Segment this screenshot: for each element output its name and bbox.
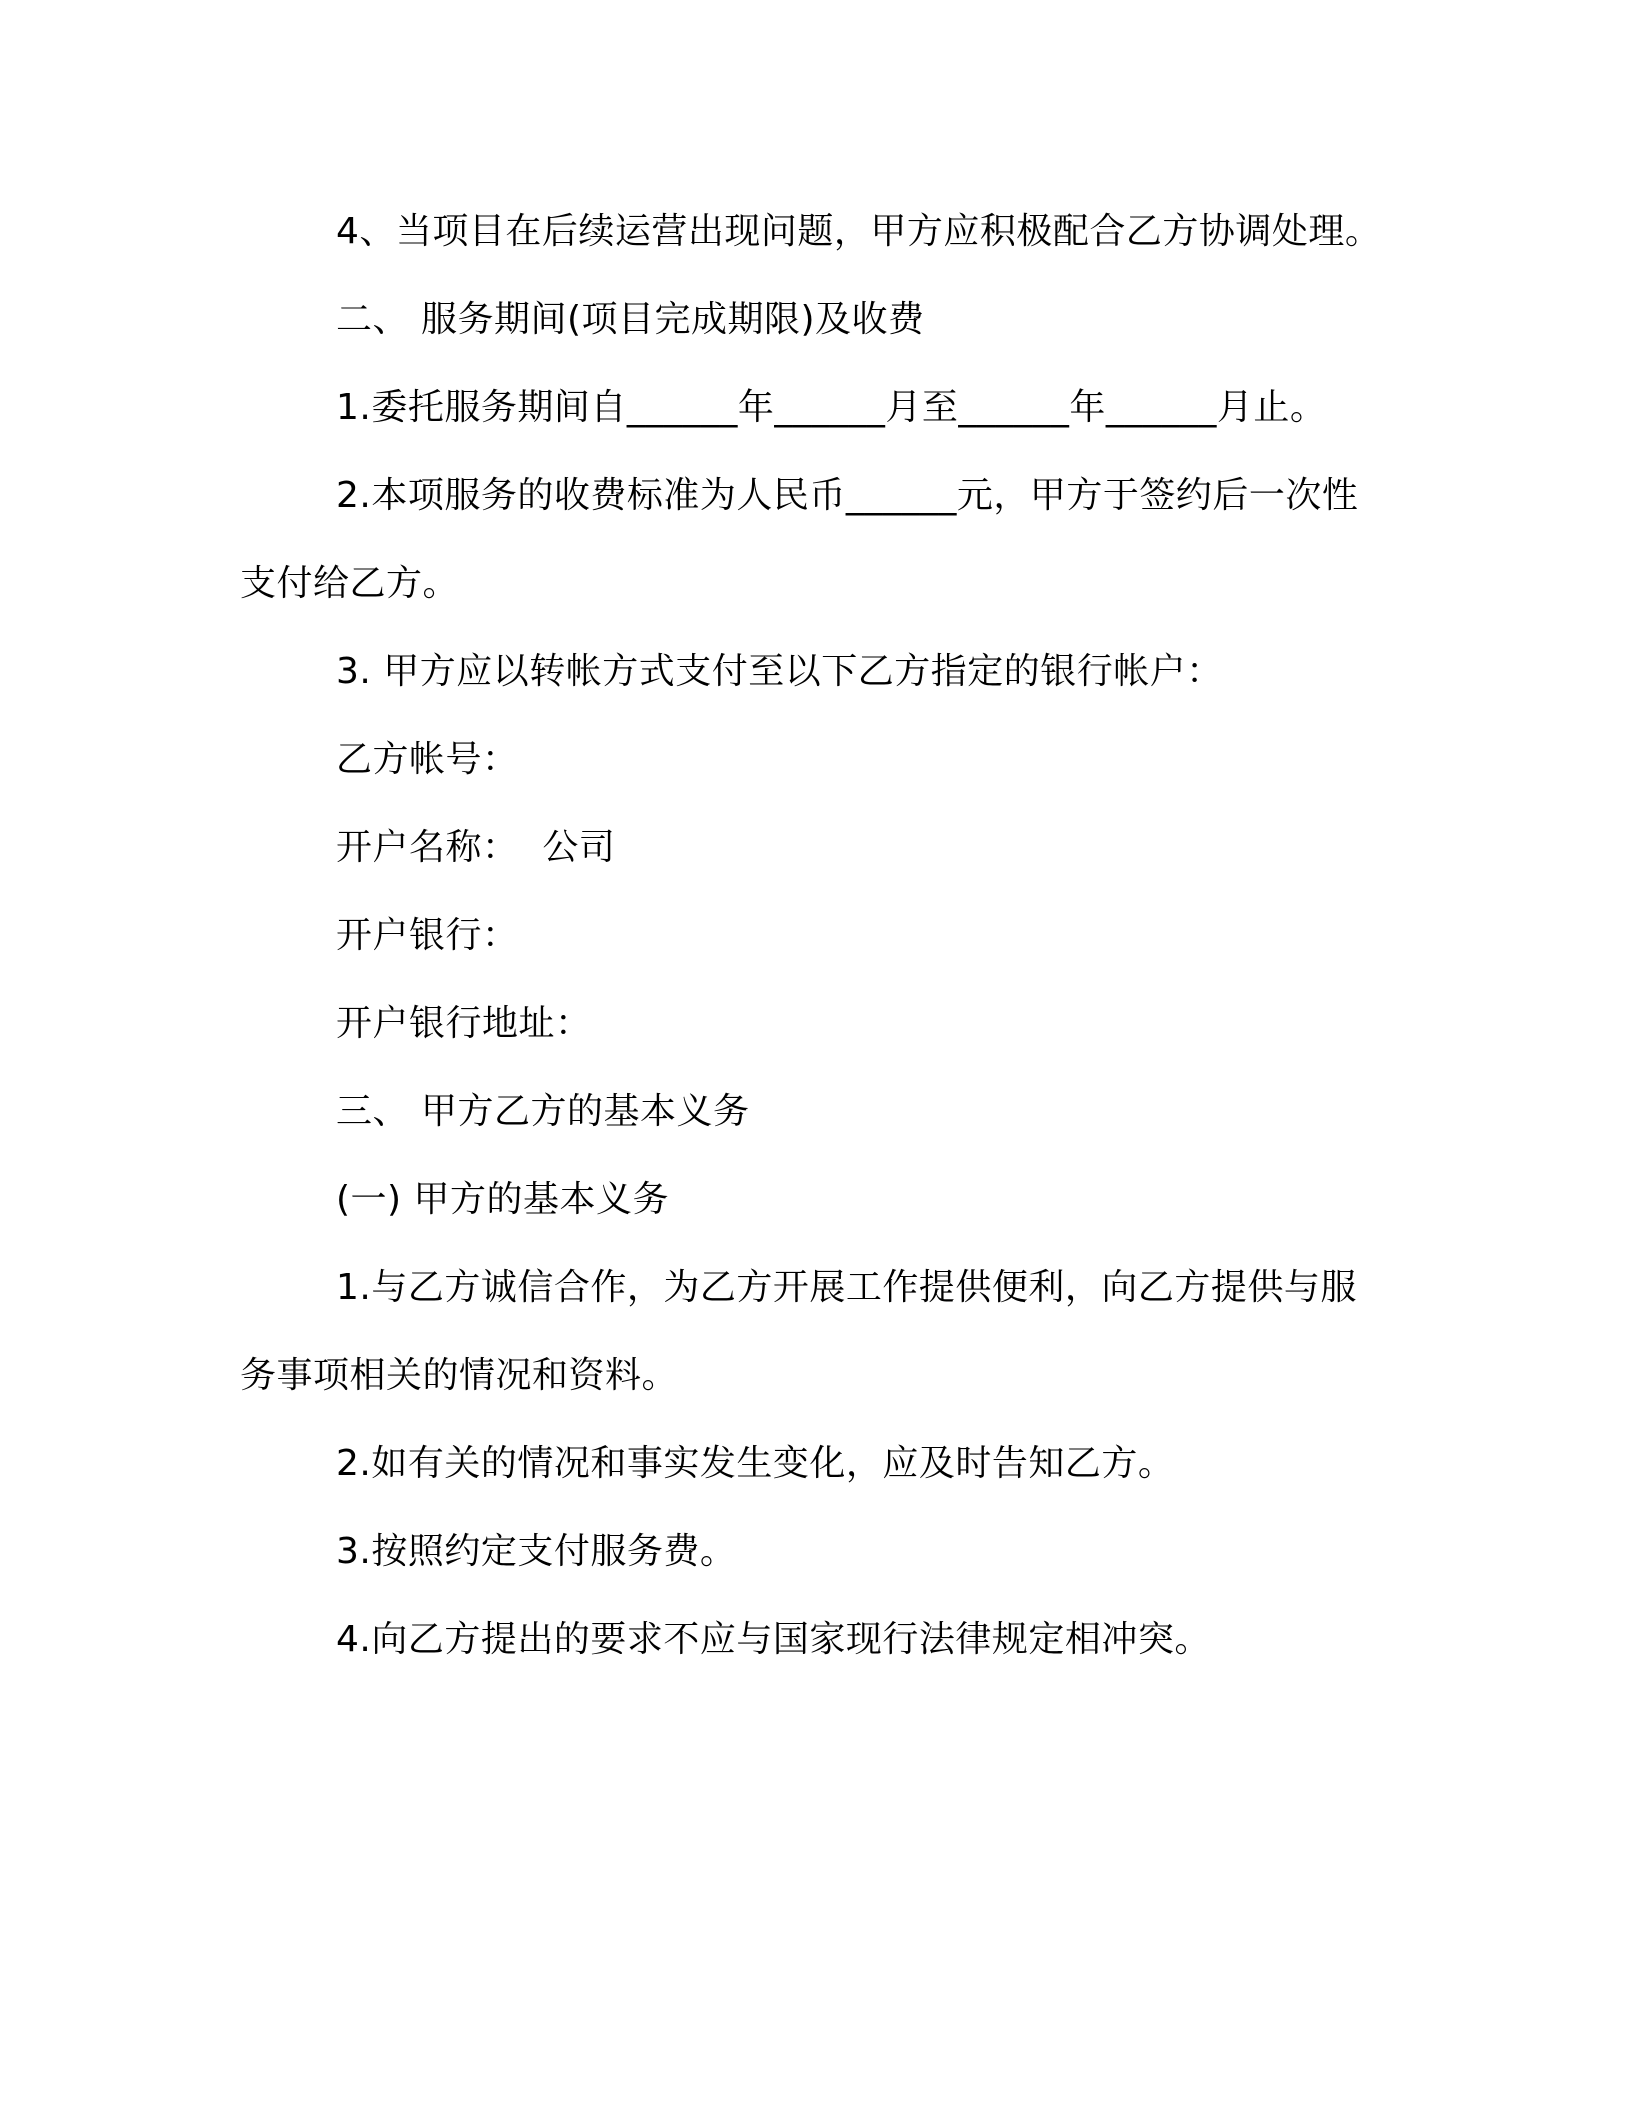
section-heading-service-period: 二、 服务期间(项目完成期限)及收费 <box>336 299 925 340</box>
field-account-name: 开户名称： 公司 <box>336 827 616 868</box>
obligation-pay-fee: 3.按照约定支付服务费。 <box>336 1531 737 1572</box>
clause-fee-standard: 2.本项服务的收费标准为人民币______元，甲方于签约后一次性支付给乙方。 <box>240 475 1359 604</box>
field-account-number: 乙方帐号： <box>336 739 519 780</box>
clause-operation-cooperation: 4、当项目在后续运营出现问题，甲方应积极配合乙方协调处理。 <box>336 211 1382 252</box>
field-bank: 开户银行： <box>336 915 519 956</box>
clause-service-period: 1.委托服务期间自______年______月至______年______月止。 <box>336 387 1327 428</box>
field-bank-address: 开户银行地址： <box>336 1003 592 1044</box>
subsection-heading-party-a-obligations: (一) 甲方的基本义务 <box>336 1179 670 1220</box>
obligation-legal-compliance: 4.向乙方提出的要求不应与国家现行法律规定相冲突。 <box>336 1619 1211 1660</box>
section-heading-obligations: 三、 甲方乙方的基本义务 <box>336 1091 750 1132</box>
obligation-cooperation: 1.与乙方诚信合作，为乙方开展工作提供便利，向乙方提供与服务事项相关的情况和资料。 <box>240 1267 1357 1396</box>
document-body <box>240 188 1390 1684</box>
clause-payment-method: 3. 甲方应以转帐方式支付至以下乙方指定的银行帐户： <box>336 651 1223 692</box>
obligation-notify-changes: 2.如有关的情况和事实发生变化，应及时告知乙方。 <box>336 1443 1175 1484</box>
